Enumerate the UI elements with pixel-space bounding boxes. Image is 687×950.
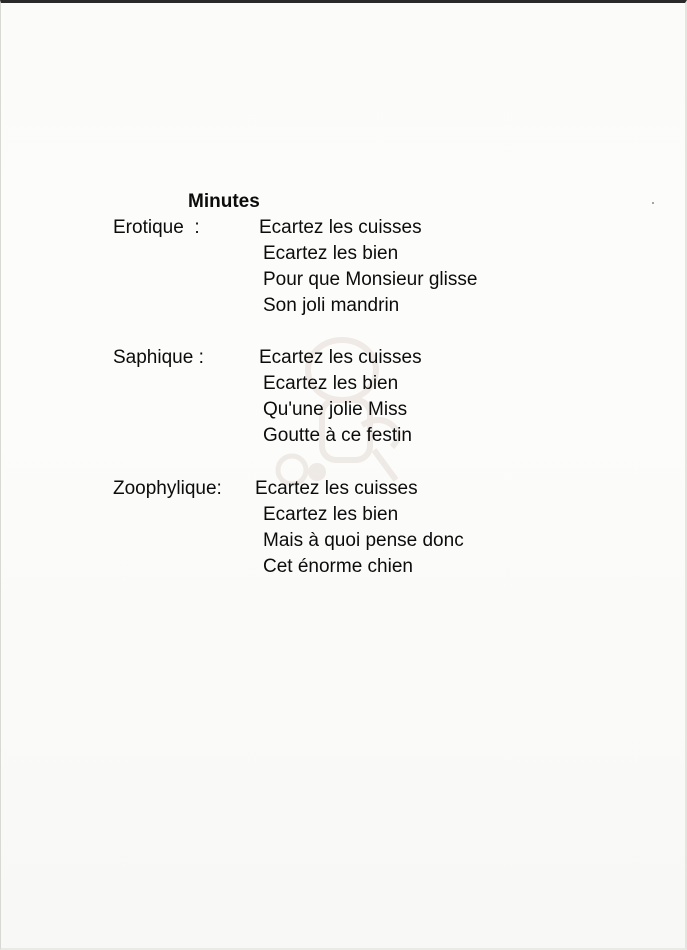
verse-line: Pour que Monsieur glisse bbox=[263, 269, 478, 290]
verse-line: Ecartez les bien bbox=[263, 373, 399, 394]
verse bbox=[259, 215, 478, 319]
verse-line: Ecartez les cuisses bbox=[255, 478, 418, 499]
verse bbox=[255, 476, 464, 580]
verse-line: Qu'une jolie Miss bbox=[263, 399, 408, 420]
section-label: Saphique : bbox=[113, 347, 204, 368]
verse-line: Goutte à ce festin bbox=[263, 425, 412, 446]
document-title: Minutes bbox=[188, 191, 260, 212]
verse-line: Cet énorme chien bbox=[263, 556, 413, 577]
section-label: Erotique : bbox=[113, 217, 200, 238]
verse-line: Mais à quoi pense donc bbox=[263, 530, 464, 551]
paper-speck bbox=[652, 202, 654, 204]
verse-line: Ecartez les cuisses bbox=[259, 217, 422, 238]
section-label: Zoophylique: bbox=[113, 478, 222, 499]
verse bbox=[259, 345, 422, 449]
verse-line: Ecartez les bien bbox=[263, 243, 399, 264]
verse-line: Son joli mandrin bbox=[263, 295, 400, 316]
verse-line: Ecartez les cuisses bbox=[259, 347, 422, 368]
verse-line: Ecartez les bien bbox=[263, 504, 399, 525]
